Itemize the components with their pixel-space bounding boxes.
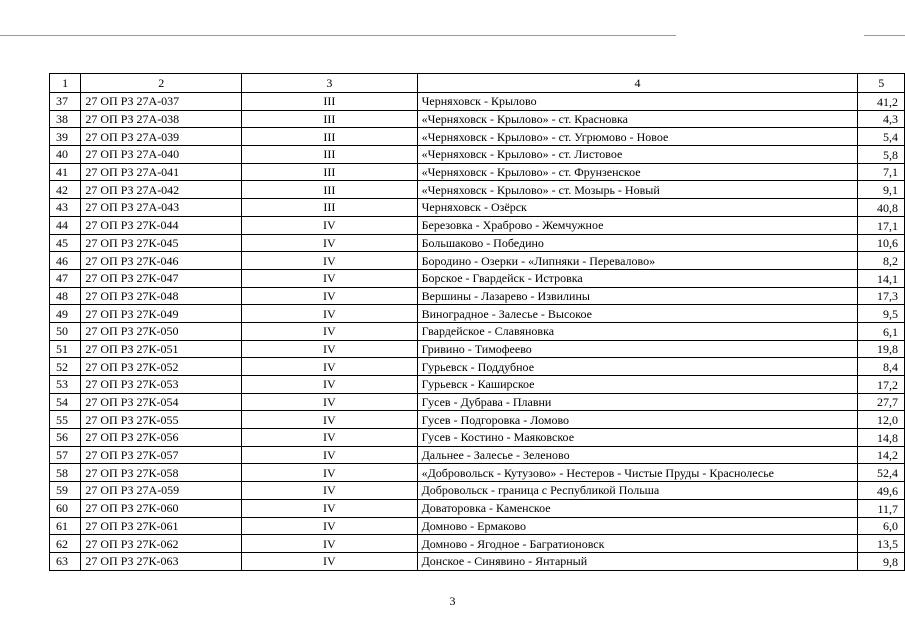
road-name: Дальнее - Залесье - Зеленово xyxy=(417,446,858,464)
table-row xyxy=(50,535,905,553)
road-length: 40,8 xyxy=(858,199,905,217)
road-length: 49,6 xyxy=(858,482,905,500)
road-code: 27 ОП РЗ 27А-037 xyxy=(81,93,242,111)
road-category: IV xyxy=(242,482,417,500)
road-category: III xyxy=(242,110,417,128)
road-name: Гусев - Дубрава - Плавни xyxy=(417,393,858,411)
table-row xyxy=(50,446,905,464)
road-category: IV xyxy=(242,216,417,234)
table-row xyxy=(50,340,905,358)
road-length: 9,1 xyxy=(858,181,905,199)
road-category: IV xyxy=(242,358,417,376)
table-row xyxy=(50,499,905,517)
road-category: IV xyxy=(242,393,417,411)
road-code: 27 ОП РЗ 27А-040 xyxy=(81,146,242,164)
header-col-3: 3 xyxy=(242,74,417,93)
road-length: 6,0 xyxy=(858,517,905,535)
road-category: III xyxy=(242,199,417,217)
row-number: 51 xyxy=(50,340,81,358)
road-name: Гусев - Подгоровка - Ломово xyxy=(417,411,858,429)
road-name: «Черняховск - Крылово» - ст. Угрюмово - Новое xyxy=(417,128,858,146)
road-code: 27 ОП РЗ 27К-046 xyxy=(81,252,242,270)
road-length: 14,2 xyxy=(858,446,905,464)
road-category: III xyxy=(242,163,417,181)
road-name: «Черняховск - Крылово» - ст. Мозырь - Новый xyxy=(417,181,858,199)
road-length: 8,2 xyxy=(858,252,905,270)
road-length: 8,4 xyxy=(858,358,905,376)
row-number: 53 xyxy=(50,376,81,394)
road-length: 19,8 xyxy=(858,340,905,358)
road-code: 27 ОП РЗ 27К-063 xyxy=(81,552,242,570)
road-category: IV xyxy=(242,535,417,553)
table-row xyxy=(50,552,905,570)
road-name: Бородино - Озерки - «Липняки - Перевалово» xyxy=(417,252,858,270)
road-length: 13,5 xyxy=(858,535,905,553)
road-name: Черняховск - Озёрск xyxy=(417,199,858,217)
row-number: 37 xyxy=(50,93,81,111)
road-category: IV xyxy=(242,499,417,517)
road-length: 9,8 xyxy=(858,552,905,570)
road-length: 9,5 xyxy=(858,305,905,323)
road-category: IV xyxy=(242,429,417,447)
road-length: 41,2 xyxy=(858,93,905,111)
table-row xyxy=(50,411,905,429)
road-length: 7,1 xyxy=(858,163,905,181)
road-name: Борское - Гвардейск - Истровка xyxy=(417,269,858,287)
table-row xyxy=(50,376,905,394)
road-code: 27 ОП РЗ 27К-055 xyxy=(81,411,242,429)
road-code: 27 ОП РЗ 27А-043 xyxy=(81,199,242,217)
row-number: 55 xyxy=(50,411,81,429)
table-row xyxy=(50,517,905,535)
road-name: «Черняховск - Крылово» - ст. Красновка xyxy=(417,110,858,128)
road-name: Домново - Ермаково xyxy=(417,517,858,535)
top-rule-fragment xyxy=(864,35,905,36)
row-number: 41 xyxy=(50,163,81,181)
road-code: 27 ОП РЗ 27А-059 xyxy=(81,482,242,500)
road-code: 27 ОП РЗ 27А-038 xyxy=(81,110,242,128)
road-code: 27 ОП РЗ 27А-042 xyxy=(81,181,242,199)
road-length: 14,8 xyxy=(858,429,905,447)
road-name: Вершины - Лазарево - Извилины xyxy=(417,287,858,305)
road-length: 12,0 xyxy=(858,411,905,429)
road-name: «Черняховск - Крылово» - ст. Фрунзенское xyxy=(417,163,858,181)
road-length: 6,1 xyxy=(858,322,905,340)
row-number: 43 xyxy=(50,199,81,217)
road-code: 27 ОП РЗ 27К-045 xyxy=(81,234,242,252)
page-number: 3 xyxy=(449,594,456,608)
table-row xyxy=(50,93,905,111)
road-name: Гусев - Костино - Маяковское xyxy=(417,429,858,447)
road-category: IV xyxy=(242,411,417,429)
header-col-1: 1 xyxy=(50,74,81,93)
road-name: Виноградное - Залесье - Высокое xyxy=(417,305,858,323)
road-category: IV xyxy=(242,287,417,305)
table-row xyxy=(50,287,905,305)
row-number: 38 xyxy=(50,110,81,128)
road-category: IV xyxy=(242,376,417,394)
road-name: Гвардейское - Славяновка xyxy=(417,322,858,340)
road-category: III xyxy=(242,93,417,111)
road-category: III xyxy=(242,181,417,199)
road-name: «Добровольск - Кутузово» - Нестеров - Чистые Пруды - Краснолесье xyxy=(417,464,858,482)
road-category: III xyxy=(242,128,417,146)
road-name: Гурьевск - Поддубное xyxy=(417,358,858,376)
row-number: 47 xyxy=(50,269,81,287)
table-row xyxy=(50,252,905,270)
road-category: IV xyxy=(242,252,417,270)
row-number: 49 xyxy=(50,305,81,323)
table-row xyxy=(50,429,905,447)
road-code: 27 ОП РЗ 27К-054 xyxy=(81,393,242,411)
row-number: 44 xyxy=(50,216,81,234)
road-name: Березовка - Храброво - Жемчужное xyxy=(417,216,858,234)
road-length: 27,7 xyxy=(858,393,905,411)
row-number: 56 xyxy=(50,429,81,447)
row-number: 59 xyxy=(50,482,81,500)
table-row xyxy=(50,181,905,199)
row-number: 39 xyxy=(50,128,81,146)
road-length: 17,2 xyxy=(858,376,905,394)
table-header-row xyxy=(50,74,905,93)
road-length: 10,6 xyxy=(858,234,905,252)
road-length: 4,3 xyxy=(858,110,905,128)
road-category: IV xyxy=(242,305,417,323)
road-length: 14,1 xyxy=(858,269,905,287)
row-number: 62 xyxy=(50,535,81,553)
road-code: 27 ОП РЗ 27К-053 xyxy=(81,376,242,394)
row-number: 52 xyxy=(50,358,81,376)
road-code: 27 ОП РЗ 27К-048 xyxy=(81,287,242,305)
road-code: 27 ОП РЗ 27К-057 xyxy=(81,446,242,464)
table-row xyxy=(50,199,905,217)
row-number: 58 xyxy=(50,464,81,482)
road-category: IV xyxy=(242,517,417,535)
top-rule xyxy=(0,35,676,36)
road-code: 27 ОП РЗ 27К-050 xyxy=(81,322,242,340)
road-code: 27 ОП РЗ 27К-047 xyxy=(81,269,242,287)
row-number: 54 xyxy=(50,393,81,411)
road-name: Доваторовка - Каменское xyxy=(417,499,858,517)
header-col-4: 4 xyxy=(417,74,858,93)
row-number: 40 xyxy=(50,146,81,164)
table-row xyxy=(50,305,905,323)
road-category: IV xyxy=(242,552,417,570)
road-category: IV xyxy=(242,340,417,358)
road-category: IV xyxy=(242,269,417,287)
row-number: 60 xyxy=(50,499,81,517)
row-number: 45 xyxy=(50,234,81,252)
road-category: III xyxy=(242,146,417,164)
table-row xyxy=(50,163,905,181)
row-number: 46 xyxy=(50,252,81,270)
road-category: IV xyxy=(242,322,417,340)
road-code: 27 ОП РЗ 27А-041 xyxy=(81,163,242,181)
road-code: 27 ОП РЗ 27К-044 xyxy=(81,216,242,234)
table-row xyxy=(50,464,905,482)
road-category: IV xyxy=(242,234,417,252)
road-code: 27 ОП РЗ 27А-039 xyxy=(81,128,242,146)
road-code: 27 ОП РЗ 27К-056 xyxy=(81,429,242,447)
row-number: 48 xyxy=(50,287,81,305)
road-code: 27 ОП РЗ 27К-049 xyxy=(81,305,242,323)
row-number: 63 xyxy=(50,552,81,570)
road-length: 17,1 xyxy=(858,216,905,234)
road-length: 52,4 xyxy=(858,464,905,482)
roads-table xyxy=(49,73,905,571)
road-name: Черняховск - Крылово xyxy=(417,93,858,111)
header-col-5: 5 xyxy=(858,74,905,93)
road-name: «Черняховск - Крылово» - ст. Листовое xyxy=(417,146,858,164)
road-code: 27 ОП РЗ 27К-062 xyxy=(81,535,242,553)
road-code: 27 ОП РЗ 27К-052 xyxy=(81,358,242,376)
road-length: 17,3 xyxy=(858,287,905,305)
road-category: IV xyxy=(242,464,417,482)
table-row xyxy=(50,146,905,164)
road-length: 5,4 xyxy=(858,128,905,146)
road-length: 5,8 xyxy=(858,146,905,164)
road-length: 11,7 xyxy=(858,499,905,517)
table-row xyxy=(50,234,905,252)
road-code: 27 ОП РЗ 27К-061 xyxy=(81,517,242,535)
road-name: Гурьевск - Каширское xyxy=(417,376,858,394)
road-code: 27 ОП РЗ 27К-051 xyxy=(81,340,242,358)
road-code: 27 ОП РЗ 27К-058 xyxy=(81,464,242,482)
table-row xyxy=(50,322,905,340)
road-name: Донское - Синявино - Янтарный xyxy=(417,552,858,570)
table-body xyxy=(50,93,905,571)
road-name: Гривино - Тимофеево xyxy=(417,340,858,358)
row-number: 61 xyxy=(50,517,81,535)
road-name: Большаково - Победино xyxy=(417,234,858,252)
road-name: Добровольск - граница с Республикой Польша xyxy=(417,482,858,500)
row-number: 50 xyxy=(50,322,81,340)
table-row xyxy=(50,128,905,146)
table-row xyxy=(50,110,905,128)
table-row xyxy=(50,358,905,376)
table-row xyxy=(50,482,905,500)
row-number: 57 xyxy=(50,446,81,464)
table-row xyxy=(50,393,905,411)
table-row xyxy=(50,216,905,234)
table-row xyxy=(50,269,905,287)
road-name: Домново - Ягодное - Багратионовск xyxy=(417,535,858,553)
road-code: 27 ОП РЗ 27К-060 xyxy=(81,499,242,517)
row-number: 42 xyxy=(50,181,81,199)
road-category: IV xyxy=(242,446,417,464)
header-col-2: 2 xyxy=(81,74,242,93)
